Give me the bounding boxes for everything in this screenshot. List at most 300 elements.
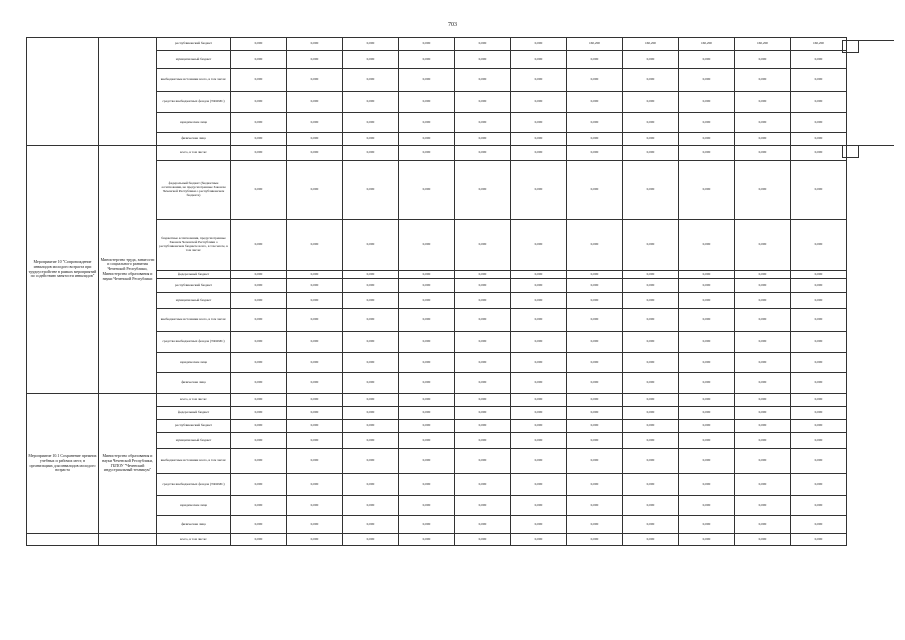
value-cell: 0,000 — [399, 353, 455, 373]
value-cell: 0,000 — [735, 353, 791, 373]
value-cell: 160,200 — [791, 38, 847, 51]
value-cell: 0,000 — [679, 220, 735, 271]
value-cell: 0,000 — [343, 516, 399, 534]
value-cell: 0,000 — [511, 51, 567, 69]
value-cell: 0,000 — [567, 133, 623, 146]
value-cell: 0,000 — [231, 271, 287, 279]
value-cell: 0,000 — [623, 146, 679, 161]
page-number: 703 — [448, 22, 457, 28]
value-cell: 0,000 — [399, 516, 455, 534]
value-cell: 0,000 — [735, 220, 791, 271]
value-cell: 0,000 — [791, 353, 847, 373]
value-cell: 0,000 — [791, 433, 847, 449]
value-cell: 0,000 — [511, 133, 567, 146]
funding-source-cell: федеральный бюджет (бюджетные ассигнования, не предусмотренные Законом Чеченской Республики о республиканском бюджете) — [157, 161, 231, 220]
executor-cell — [99, 38, 157, 146]
value-cell: 0,000 — [399, 309, 455, 332]
value-cell: 0,000 — [679, 309, 735, 332]
funding-source-cell: физические лица — [157, 373, 231, 394]
value-cell: 0,000 — [343, 220, 399, 271]
value-cell: 0,000 — [623, 353, 679, 373]
value-cell: 0,000 — [679, 394, 735, 407]
value-cell: 0,000 — [791, 332, 847, 353]
value-cell: 0,000 — [567, 474, 623, 496]
funding-source-cell: юридические лица — [157, 353, 231, 373]
executor-cell: Министерство труда, занятости и социального развития Чеченской Республики, Министерство образования и науки Чеченской Республики — [99, 146, 157, 394]
value-cell: 0,000 — [343, 534, 399, 546]
value-cell: 0,000 — [679, 293, 735, 309]
value-cell: 0,000 — [511, 474, 567, 496]
value-cell: 0,000 — [231, 69, 287, 92]
value-cell: 0,000 — [343, 407, 399, 420]
executor-cell — [99, 534, 157, 546]
value-cell: 0,000 — [343, 309, 399, 332]
value-cell: 0,000 — [567, 279, 623, 293]
value-cell: 0,000 — [623, 407, 679, 420]
value-cell: 0,000 — [735, 51, 791, 69]
value-cell: 0,000 — [567, 373, 623, 394]
value-cell: 0,000 — [791, 449, 847, 474]
value-cell: 0,000 — [623, 271, 679, 279]
value-cell: 0,000 — [623, 420, 679, 433]
value-cell: 0,000 — [623, 133, 679, 146]
value-cell: 0,000 — [287, 92, 343, 113]
value-cell: 0,000 — [735, 534, 791, 546]
table-row — [27, 38, 847, 51]
value-cell: 0,000 — [455, 161, 511, 220]
value-cell: 0,000 — [231, 113, 287, 133]
value-cell: 0,000 — [455, 51, 511, 69]
value-cell: 0,000 — [735, 332, 791, 353]
table-row — [27, 534, 847, 546]
margin-line — [842, 145, 894, 146]
value-cell: 0,000 — [511, 407, 567, 420]
value-cell: 0,000 — [399, 271, 455, 279]
value-cell: 0,000 — [791, 161, 847, 220]
value-cell: 0,000 — [791, 394, 847, 407]
value-cell: 0,000 — [231, 433, 287, 449]
value-cell: 0,000 — [623, 496, 679, 516]
value-cell: 0,000 — [735, 496, 791, 516]
value-cell: 0,000 — [623, 373, 679, 394]
value-cell: 0,000 — [735, 69, 791, 92]
funding-source-cell: муниципальный бюджет — [157, 51, 231, 69]
value-cell: 0,000 — [455, 293, 511, 309]
funding-source-cell: физические лица — [157, 133, 231, 146]
value-cell: 0,000 — [287, 146, 343, 161]
value-cell: 0,000 — [455, 394, 511, 407]
value-cell: 0,000 — [511, 279, 567, 293]
value-cell: 0,000 — [287, 113, 343, 133]
value-cell: 0,000 — [623, 92, 679, 113]
value-cell: 0,000 — [399, 407, 455, 420]
value-cell: 0,000 — [231, 496, 287, 516]
value-cell: 0,000 — [735, 516, 791, 534]
value-cell: 0,000 — [735, 474, 791, 496]
executor-cell: Министерство образования и науки Чеченской Республики, ГБПОУ "Чеченский индустриальный техникум" — [99, 394, 157, 534]
value-cell: 0,000 — [735, 92, 791, 113]
value-cell: 0,000 — [231, 474, 287, 496]
value-cell: 0,000 — [567, 113, 623, 133]
value-cell: 0,000 — [231, 353, 287, 373]
funding-source-cell: юридические лица — [157, 113, 231, 133]
value-cell: 0,000 — [567, 92, 623, 113]
value-cell: 0,000 — [287, 38, 343, 51]
value-cell: 0,000 — [399, 133, 455, 146]
value-cell: 0,000 — [231, 92, 287, 113]
value-cell: 0,000 — [455, 420, 511, 433]
funding-source-cell: республиканский бюджет — [157, 279, 231, 293]
value-cell: 0,000 — [511, 534, 567, 546]
value-cell: 0,000 — [679, 449, 735, 474]
event-name-cell: Мероприятие 10 "Сопровождение инвалидов молодого возраста при трудоустройстве в рамках мероприятий по содействию занятости инвалидов" — [27, 146, 99, 394]
value-cell: 0,000 — [623, 534, 679, 546]
value-cell: 0,000 — [679, 146, 735, 161]
table-row — [27, 146, 847, 161]
value-cell: 0,000 — [287, 407, 343, 420]
value-cell: 0,000 — [791, 113, 847, 133]
value-cell: 0,000 — [343, 449, 399, 474]
value-cell: 0,000 — [567, 433, 623, 449]
value-cell: 0,000 — [679, 161, 735, 220]
value-cell: 0,000 — [399, 51, 455, 69]
value-cell: 0,000 — [567, 161, 623, 220]
value-cell: 0,000 — [399, 373, 455, 394]
value-cell: 0,000 — [791, 51, 847, 69]
value-cell: 0,000 — [511, 353, 567, 373]
value-cell: 0,000 — [791, 220, 847, 271]
value-cell: 0,000 — [679, 534, 735, 546]
value-cell: 0,000 — [343, 133, 399, 146]
value-cell: 0,000 — [287, 279, 343, 293]
value-cell: 0,000 — [623, 433, 679, 449]
value-cell: 0,000 — [735, 420, 791, 433]
value-cell: 0,000 — [231, 373, 287, 394]
value-cell: 0,000 — [455, 38, 511, 51]
value-cell: 0,000 — [231, 420, 287, 433]
value-cell: 0,000 — [455, 69, 511, 92]
value-cell: 0,000 — [567, 220, 623, 271]
value-cell: 0,000 — [511, 394, 567, 407]
value-cell: 0,000 — [735, 407, 791, 420]
value-cell: 0,000 — [455, 332, 511, 353]
value-cell: 0,000 — [791, 293, 847, 309]
value-cell: 0,000 — [399, 161, 455, 220]
funding-source-cell: муниципальный бюджет — [157, 293, 231, 309]
value-cell: 0,000 — [735, 433, 791, 449]
value-cell: 0,000 — [455, 407, 511, 420]
value-cell: 0,000 — [735, 373, 791, 394]
funding-source-cell: муниципальный бюджет — [157, 433, 231, 449]
value-cell: 0,000 — [231, 38, 287, 51]
funding-source-cell: федеральный бюджет — [157, 271, 231, 279]
value-cell: 0,000 — [287, 309, 343, 332]
value-cell: 0,000 — [679, 51, 735, 69]
value-cell: 0,000 — [231, 332, 287, 353]
value-cell: 0,000 — [231, 407, 287, 420]
value-cell: 0,000 — [567, 496, 623, 516]
value-cell: 0,000 — [231, 309, 287, 332]
margin-box — [842, 145, 859, 158]
value-cell: 0,000 — [455, 353, 511, 373]
value-cell: 0,000 — [287, 161, 343, 220]
value-cell: 0,000 — [287, 420, 343, 433]
value-cell: 0,000 — [399, 394, 455, 407]
value-cell: 0,000 — [511, 293, 567, 309]
value-cell: 0,000 — [623, 220, 679, 271]
funding-source-cell: всего, в том числе: — [157, 534, 231, 546]
value-cell: 0,000 — [343, 373, 399, 394]
funding-source-cell: юридические лица — [157, 496, 231, 516]
value-cell: 0,000 — [511, 146, 567, 161]
value-cell: 0,000 — [511, 373, 567, 394]
value-cell: 160,200 — [623, 38, 679, 51]
value-cell: 0,000 — [343, 433, 399, 449]
value-cell: 0,000 — [735, 133, 791, 146]
value-cell: 0,000 — [399, 534, 455, 546]
value-cell: 0,000 — [287, 433, 343, 449]
value-cell: 0,000 — [567, 449, 623, 474]
value-cell: 0,000 — [679, 133, 735, 146]
value-cell: 0,000 — [567, 394, 623, 407]
value-cell: 0,000 — [343, 293, 399, 309]
value-cell: 0,000 — [567, 309, 623, 332]
value-cell: 0,000 — [287, 394, 343, 407]
value-cell: 0,000 — [735, 113, 791, 133]
value-cell: 0,000 — [623, 113, 679, 133]
value-cell: 0,000 — [231, 133, 287, 146]
value-cell: 0,000 — [231, 220, 287, 271]
value-cell: 0,000 — [511, 449, 567, 474]
value-cell: 0,000 — [343, 113, 399, 133]
value-cell: 0,000 — [623, 309, 679, 332]
value-cell: 0,000 — [399, 69, 455, 92]
value-cell: 0,000 — [791, 92, 847, 113]
value-cell: 0,000 — [343, 279, 399, 293]
value-cell: 0,000 — [567, 420, 623, 433]
value-cell: 0,000 — [679, 516, 735, 534]
value-cell: 0,000 — [511, 92, 567, 113]
funding-source-cell: внебюджетные источники всего, в том числе: — [157, 69, 231, 92]
value-cell: 0,000 — [231, 293, 287, 309]
value-cell: 0,000 — [623, 51, 679, 69]
value-cell: 0,000 — [567, 534, 623, 546]
value-cell: 0,000 — [791, 496, 847, 516]
value-cell: 0,000 — [399, 293, 455, 309]
value-cell: 0,000 — [343, 332, 399, 353]
budget-table — [26, 37, 847, 546]
value-cell: 0,000 — [511, 113, 567, 133]
value-cell: 0,000 — [679, 92, 735, 113]
value-cell: 0,000 — [231, 146, 287, 161]
value-cell: 0,000 — [735, 271, 791, 279]
funding-source-cell: средства внебюджетных фондов (ТФОМС) — [157, 332, 231, 353]
value-cell: 0,000 — [791, 534, 847, 546]
value-cell: 0,000 — [399, 433, 455, 449]
value-cell: 0,000 — [735, 449, 791, 474]
value-cell: 0,000 — [735, 309, 791, 332]
value-cell: 0,000 — [511, 69, 567, 92]
value-cell: 0,000 — [231, 449, 287, 474]
value-cell: 0,000 — [679, 332, 735, 353]
value-cell: 0,000 — [287, 516, 343, 534]
value-cell: 0,000 — [679, 69, 735, 92]
value-cell: 0,000 — [511, 38, 567, 51]
value-cell: 0,000 — [511, 271, 567, 279]
value-cell: 0,000 — [511, 433, 567, 449]
value-cell: 0,000 — [679, 373, 735, 394]
value-cell: 0,000 — [399, 220, 455, 271]
value-cell: 0,000 — [287, 353, 343, 373]
value-cell: 0,000 — [679, 420, 735, 433]
value-cell: 0,000 — [511, 496, 567, 516]
value-cell: 0,000 — [287, 449, 343, 474]
value-cell: 0,000 — [567, 353, 623, 373]
value-cell: 0,000 — [679, 113, 735, 133]
value-cell: 0,000 — [679, 433, 735, 449]
value-cell: 0,000 — [287, 474, 343, 496]
value-cell: 0,000 — [455, 433, 511, 449]
value-cell: 0,000 — [623, 449, 679, 474]
value-cell: 0,000 — [231, 516, 287, 534]
value-cell: 0,000 — [343, 92, 399, 113]
value-cell: 0,000 — [567, 293, 623, 309]
value-cell: 0,000 — [287, 293, 343, 309]
value-cell: 0,000 — [791, 407, 847, 420]
funding-source-cell: средства внебюджетных фондов (ТФОМС) — [157, 474, 231, 496]
value-cell: 0,000 — [567, 69, 623, 92]
value-cell: 0,000 — [287, 69, 343, 92]
value-cell: 0,000 — [511, 220, 567, 271]
value-cell: 0,000 — [567, 516, 623, 534]
value-cell: 0,000 — [791, 146, 847, 161]
value-cell: 0,000 — [567, 407, 623, 420]
value-cell: 0,000 — [567, 51, 623, 69]
value-cell: 0,000 — [343, 271, 399, 279]
event-name-cell — [27, 38, 99, 146]
event-name-cell — [27, 534, 99, 546]
value-cell: 160,200 — [567, 38, 623, 51]
value-cell: 0,000 — [567, 271, 623, 279]
value-cell: 0,000 — [343, 353, 399, 373]
margin-line — [842, 40, 894, 41]
funding-source-cell: бюджетные ассигнования, предусмотренные Законом Чеченской Республики о республиканском бюджете всего, в том числе, в том числе: — [157, 220, 231, 271]
value-cell: 0,000 — [231, 51, 287, 69]
value-cell: 0,000 — [455, 279, 511, 293]
value-cell: 0,000 — [343, 161, 399, 220]
value-cell: 0,000 — [455, 113, 511, 133]
value-cell: 0,000 — [567, 332, 623, 353]
value-cell: 0,000 — [455, 92, 511, 113]
value-cell: 0,000 — [791, 474, 847, 496]
funding-source-cell: внебюджетные источники всего, в том числе: — [157, 309, 231, 332]
value-cell: 0,000 — [399, 420, 455, 433]
value-cell: 0,000 — [455, 133, 511, 146]
value-cell: 0,000 — [399, 113, 455, 133]
value-cell: 0,000 — [287, 220, 343, 271]
value-cell: 0,000 — [623, 279, 679, 293]
value-cell: 0,000 — [455, 516, 511, 534]
value-cell: 0,000 — [623, 516, 679, 534]
value-cell: 0,000 — [399, 449, 455, 474]
value-cell: 0,000 — [511, 309, 567, 332]
value-cell: 0,000 — [343, 51, 399, 69]
value-cell: 0,000 — [287, 373, 343, 394]
funding-source-cell: средства внебюджетных фондов (ТФОМС) — [157, 92, 231, 113]
value-cell: 0,000 — [791, 271, 847, 279]
value-cell: 160,200 — [735, 38, 791, 51]
value-cell: 0,000 — [287, 496, 343, 516]
value-cell: 0,000 — [287, 51, 343, 69]
value-cell: 0,000 — [679, 271, 735, 279]
value-cell: 0,000 — [791, 133, 847, 146]
value-cell: 0,000 — [399, 279, 455, 293]
value-cell: 0,000 — [623, 474, 679, 496]
value-cell: 0,000 — [399, 92, 455, 113]
value-cell: 0,000 — [455, 373, 511, 394]
value-cell: 0,000 — [679, 474, 735, 496]
value-cell: 160,200 — [679, 38, 735, 51]
value-cell: 0,000 — [287, 332, 343, 353]
value-cell: 0,000 — [623, 293, 679, 309]
funding-source-cell: физические лица — [157, 516, 231, 534]
funding-source-cell: всего, в том числе: — [157, 146, 231, 161]
value-cell: 0,000 — [679, 279, 735, 293]
value-cell: 0,000 — [455, 474, 511, 496]
value-cell: 0,000 — [567, 146, 623, 161]
value-cell: 0,000 — [679, 496, 735, 516]
value-cell: 0,000 — [455, 534, 511, 546]
funding-source-cell: федеральный бюджет — [157, 407, 231, 420]
value-cell: 0,000 — [511, 332, 567, 353]
value-cell: 0,000 — [735, 394, 791, 407]
value-cell: 0,000 — [343, 420, 399, 433]
value-cell: 0,000 — [455, 309, 511, 332]
value-cell: 0,000 — [399, 146, 455, 161]
value-cell: 0,000 — [511, 516, 567, 534]
value-cell: 0,000 — [623, 161, 679, 220]
value-cell: 0,000 — [511, 161, 567, 220]
value-cell: 0,000 — [231, 279, 287, 293]
value-cell: 0,000 — [455, 146, 511, 161]
value-cell: 0,000 — [231, 161, 287, 220]
value-cell: 0,000 — [791, 373, 847, 394]
value-cell: 0,000 — [343, 69, 399, 92]
value-cell: 0,000 — [679, 353, 735, 373]
value-cell: 0,000 — [399, 38, 455, 51]
value-cell: 0,000 — [343, 394, 399, 407]
value-cell: 0,000 — [231, 394, 287, 407]
value-cell: 0,000 — [343, 496, 399, 516]
funding-source-cell: республиканский бюджет — [157, 38, 231, 51]
value-cell: 0,000 — [791, 309, 847, 332]
value-cell: 0,000 — [791, 279, 847, 293]
value-cell: 0,000 — [455, 496, 511, 516]
value-cell: 0,000 — [399, 496, 455, 516]
table-row — [27, 394, 847, 407]
funding-source-cell: внебюджетные источники всего, в том числе: — [157, 449, 231, 474]
value-cell: 0,000 — [455, 220, 511, 271]
value-cell: 0,000 — [735, 293, 791, 309]
value-cell: 0,000 — [623, 69, 679, 92]
value-cell: 0,000 — [791, 420, 847, 433]
value-cell: 0,000 — [623, 394, 679, 407]
value-cell: 0,000 — [623, 332, 679, 353]
margin-box — [842, 40, 859, 53]
value-cell: 0,000 — [343, 38, 399, 51]
value-cell: 0,000 — [287, 133, 343, 146]
value-cell: 0,000 — [735, 161, 791, 220]
